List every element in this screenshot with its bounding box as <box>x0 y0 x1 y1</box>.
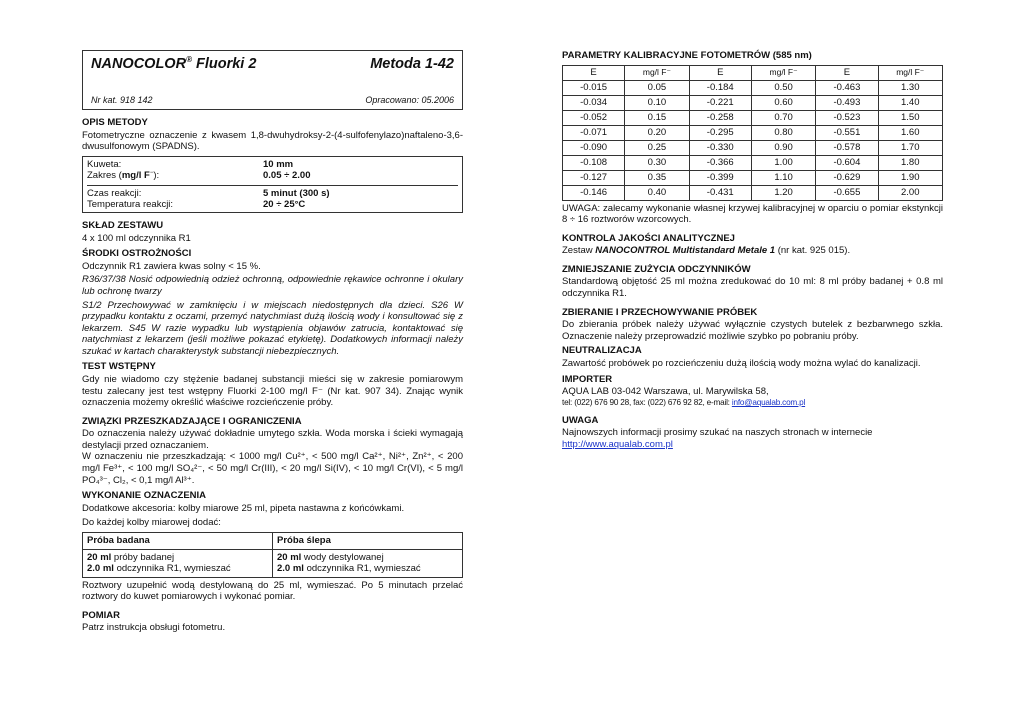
calibration-note: UWAGA: zalecamy wykonanie własnej krzywej kalibracyjnej w oparciu o pomiar ekstynkcji 8 ÷ 16 roztworów wzorcowych. <box>562 202 943 226</box>
quality-heading: KONTROLA JAKOŚCI ANALITYCZNEJ <box>562 232 735 244</box>
right-column <box>562 50 943 452</box>
calibration-caption: PARAMETRY KALIBRACYJNE FOTOMETRÓW (585 nm) <box>562 50 812 61</box>
procedure-accessories: Dodatkowe akcesoria: kolby miarowe 25 ml, pipeta nastawna z końcówkami. <box>82 502 405 514</box>
calibration-row <box>563 185 943 200</box>
calibration-cell: 0.20 <box>625 125 689 140</box>
procedure-each-flask: Do każdej kolby miarowej dodać: <box>82 517 221 529</box>
safety-line-1: Odczynnik R1 zawiera kwas solny < 15 %. <box>82 260 261 272</box>
calibration-cell: -0.052 <box>563 110 625 125</box>
catalog-number: Nr kat. 918 142 <box>91 95 153 106</box>
calibration-cell: 0.15 <box>625 110 689 125</box>
sample-table <box>82 532 463 578</box>
calibration-cell: -0.463 <box>816 80 878 95</box>
temp-value: 20 ÷ 25°C <box>263 199 306 211</box>
calibration-cell: 0.30 <box>625 155 689 170</box>
cal-header-e-3: E <box>816 65 878 80</box>
reduce-heading: ZMNIEJSZANIE ZUŻYCIA ODCZYNNIKÓW <box>562 263 751 275</box>
method-number: Metoda 1-42 <box>370 56 454 72</box>
sample-header: Próba badana <box>83 532 273 549</box>
calibration-row <box>563 155 943 170</box>
calibration-cell: -0.034 <box>563 95 625 110</box>
safety-line-2: R36/37/38 Nosić odpowiednią odzież ochronną, odpowiednie rękawice ochronne i okulary lub ochronę twarzy <box>82 274 463 297</box>
calibration-cell: 0.80 <box>751 125 815 140</box>
safety-heading: ŚRODKI OSTROŻNOŚCI <box>82 248 192 260</box>
measurement-text: Patrz instrukcja obsługi fotometru. <box>82 622 226 634</box>
cal-header-unit-3: mg/l F⁻ <box>878 65 943 80</box>
calibration-cell: -0.330 <box>689 140 751 155</box>
calibration-cell: -0.629 <box>816 170 878 185</box>
sample-steps: 20 ml próby badanej 2.0 ml odczynnika R1, wymieszać <box>83 549 273 577</box>
calibration-cell: 1.70 <box>878 140 943 155</box>
calibration-cell: -0.551 <box>816 125 878 140</box>
procedure-after: Roztwory uzupełnić wodą destylowaną do 25 ml, wymieszać. Po 5 minutach przelać roztwory do kuwet pomiarowych i wykonać pomiar. <box>82 579 463 603</box>
calibration-cell: 0.35 <box>625 170 689 185</box>
notice-text: Najnowszych informacji prosimy szukać na naszych stronach w internecie <box>562 427 873 439</box>
calibration-cell: -0.399 <box>689 170 751 185</box>
blank-header: Próba ślepa <box>273 532 463 549</box>
interference-text-2: W oznaczeniu nie przeszkadzają: < 1000 mg/l Cu²⁺, < 500 mg/l Ca²⁺, Ni²⁺, Zn²⁺, < 200 mg/l Fe³⁺, < 100 mg/l SO₄²⁻, < 50 mg/l Cr(III), < 20 mg/l Si(IV), < 10 mg/l Cr(VI), < 5 mg/l PO₄³⁻, Cl₂, < 0,1 mg/l Al³⁺. <box>82 451 463 486</box>
prepared-date: Opracowano: 05.2006 <box>365 95 454 106</box>
calibration-cell: 1.50 <box>878 110 943 125</box>
collection-text: Do zbierania próbek należy używać wyłącznie czystych butelek z bezbarwnego szkła. Oznaczenie należy przeprowadzić możliwie szybko po pobraniu próby. <box>562 319 943 342</box>
pretest-heading: TEST WSTĘPNY <box>82 361 156 373</box>
calibration-cell: -0.146 <box>563 185 625 200</box>
calibration-cell: 1.80 <box>878 155 943 170</box>
calibration-row <box>563 170 943 185</box>
cuvette-label: Kuweta: <box>87 158 122 170</box>
calibration-cell: 1.00 <box>751 155 815 170</box>
calibration-cell: -0.071 <box>563 125 625 140</box>
calibration-cell: -0.431 <box>689 185 751 200</box>
neutral-text: Zawartość probówek po rozcieńczeniu dużą ilością wody można wylać do kanalizacji. <box>562 357 921 369</box>
calibration-cell: 1.60 <box>878 125 943 140</box>
specs-divider <box>87 185 458 186</box>
method-desc-heading: OPIS METODY <box>82 117 148 128</box>
calibration-cell: -0.184 <box>689 80 751 95</box>
kit-heading: SKŁAD ZESTAWU <box>82 220 164 232</box>
calibration-cell: 0.10 <box>625 95 689 110</box>
method-desc-text: Fotometryczne oznaczenie z kwasem 1,8-dwuhydroksy-2-(4-sulfofenylazo)naftaleno-3,6-dwusulfonowym (SPADNS). <box>82 129 463 153</box>
calibration-cell: -0.578 <box>816 140 878 155</box>
product-title: NANOCOLOR® Fluorki 2 <box>91 55 257 72</box>
importer-heading: IMPORTER <box>562 373 613 385</box>
calibration-cell: -0.221 <box>689 95 751 110</box>
calibration-cell: 1.20 <box>751 185 815 200</box>
left-column <box>82 50 463 636</box>
calibration-cell: 1.10 <box>751 170 815 185</box>
collection-heading: ZBIERANIE I PRZECHOWYWANIE PRÓBEK <box>562 306 758 318</box>
quality-text: Zestaw NANOCONTROL Multistandard Metale 1 (nr kat. 925 015). <box>562 245 851 257</box>
time-label: Czas reakcji: <box>87 187 142 199</box>
website-link[interactable]: http://www.aqualab.com.pl <box>562 438 673 450</box>
calibration-row <box>563 80 943 95</box>
calibration-cell: -0.015 <box>563 80 625 95</box>
calibration-cell: -0.108 <box>563 155 625 170</box>
calibration-row <box>563 140 943 155</box>
pretest-text: Gdy nie wiadomo czy stężenie badanej substancji mieści się w zakresie pomiarowym testu zalecany jest test wstępny Fluorki 2-100 mg/l F⁻ (Nr kat. 907 34). Znając wynik oznaczenia możemy określić właściwe rozcieńczenie próby. <box>82 373 463 409</box>
email-link[interactable]: info@aqualab.com.pl <box>731 397 806 407</box>
interference-heading: ZWIĄZKI PRZESZKADZAJĄCE I OGRANICZENIA <box>82 415 302 427</box>
reduce-text: Standardową objętość 25 ml można zredukować do 10 ml: 8 ml próby badanej + 0.8 ml odczynnika R1. <box>562 276 943 300</box>
calibration-cell: -0.523 <box>816 110 878 125</box>
safety-line-3: S1/2 Przechowywać w zamknięciu i w miejscach niedostępnych dla dzieci. S26 W przypadku kontaktu z oczami, przemyć natychmiast dużą ilością wody i konsultować się z lekarzem. S45 W razie wypadku lub wystąpienia objawów zatrucia, kontaktować się natychmiast z lekarzem (jeśli możliwe pokazać etykietę). Dodatkowych informacji należy szukać w kartach charakterystyk substancji niebezpiecznych. <box>82 299 463 357</box>
calibration-cell: 0.60 <box>751 95 815 110</box>
calibration-row <box>563 95 943 110</box>
range-label: Zakres (mg/l F−): <box>87 170 160 182</box>
calibration-cell: 0.70 <box>751 110 815 125</box>
calibration-cell: 0.25 <box>625 140 689 155</box>
calibration-cell: 0.05 <box>625 80 689 95</box>
interference-text-1: Do oznaczenia należy używać dokładnie umytego szkła. Woda morska i ścieki wymagają destylacji przed oznaczaniem. <box>82 428 463 451</box>
cuvette-value: 10 mm <box>263 158 294 170</box>
calibration-cell: 1.90 <box>878 170 943 185</box>
calibration-cell: 0.50 <box>751 80 815 95</box>
cal-header-e-1: E <box>563 65 625 80</box>
importer-address: AQUA LAB 03-042 Warszawa, ul. Marywilska 58, <box>562 386 769 398</box>
calibration-cell: -0.127 <box>563 170 625 185</box>
calibration-cell: 1.30 <box>878 80 943 95</box>
calibration-row <box>563 110 943 125</box>
cal-header-unit-1: mg/l F⁻ <box>625 65 689 80</box>
procedure-heading: WYKONANIE OZNACZENIA <box>82 490 207 502</box>
calibration-cell: 0.90 <box>751 140 815 155</box>
document-header <box>82 50 463 110</box>
calibration-cell: -0.366 <box>689 155 751 170</box>
calibration-body <box>563 80 943 200</box>
kit-text: 4 x 100 ml odczynnika R1 <box>82 232 191 244</box>
calibration-table <box>562 65 943 201</box>
specs-box <box>82 156 463 213</box>
calibration-cell: -0.090 <box>563 140 625 155</box>
calibration-cell: 2.00 <box>878 185 943 200</box>
temp-label: Temperatura reakcji: <box>87 199 174 211</box>
calibration-row <box>563 125 943 140</box>
calibration-cell: 0.40 <box>625 185 689 200</box>
importer-contact: tel: (022) 676 90 28, fax: (022) 676 92 82, e-mail: info@aqualab.com.pl <box>562 397 806 407</box>
blank-steps: 20 ml wody destylowanej 2.0 ml odczynnika R1, wymieszać <box>273 549 463 577</box>
calibration-cell: -0.655 <box>816 185 878 200</box>
time-value: 5 minut (300 s) <box>263 187 330 199</box>
calibration-cell: -0.258 <box>689 110 751 125</box>
calibration-cell: -0.493 <box>816 95 878 110</box>
calibration-cell: -0.604 <box>816 155 878 170</box>
cal-header-e-2: E <box>689 65 751 80</box>
range-value: 0.05 ÷ 2.00 <box>263 170 311 182</box>
notice-url-line <box>562 439 943 451</box>
neutral-heading: NEUTRALIZACJA <box>562 345 642 357</box>
calibration-cell: 1.40 <box>878 95 943 110</box>
cal-header-unit-2: mg/l F⁻ <box>751 65 815 80</box>
measurement-heading: POMIAR <box>82 609 120 621</box>
notice-heading: UWAGA <box>562 414 599 426</box>
calibration-cell: -0.295 <box>689 125 751 140</box>
